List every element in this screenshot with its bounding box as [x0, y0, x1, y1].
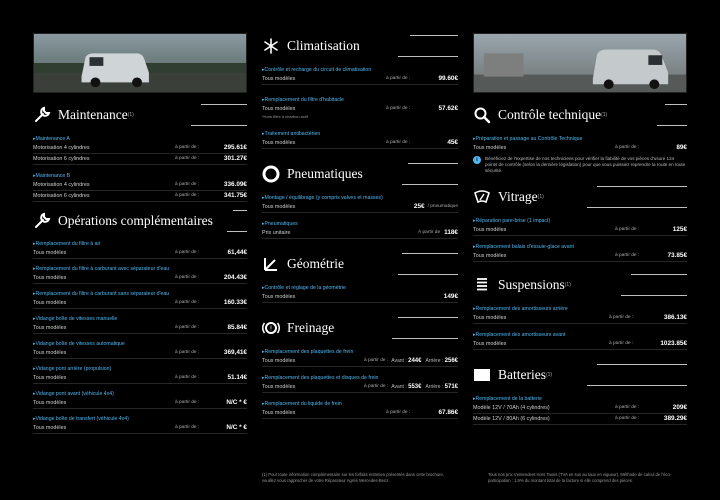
batteries-title: Batteries: [498, 367, 546, 382]
operation-item: ▸ Vidange boîte de transfert (véhicule 4x4) Tous modèles à partir de : N/C * €: [33, 415, 247, 434]
controle-info: i Bénéficiez de l'expertise de nos techniciens pour vérifier la fiabilité de vos pièces d'usure 124 points de contrôle (selon la dernière législation) pour que vous puissiez reprendre la route en toute sécurité.: [473, 156, 687, 174]
geo-item-0: ▸ Contrôle et réglage de la géométrie Tous modèles 149€: [262, 284, 458, 303]
batteries-header: Batteries (1): [473, 362, 687, 388]
list-item: Tous modèles à partir de : N/C * €: [33, 398, 247, 409]
freinage-header: [262, 315, 458, 341]
list-item: Motorisation 4 cylindres à partir de : 336.09€: [33, 180, 247, 191]
pneu-item-1: ▸ Pneumatiques Prix unitaire À partir de 118€: [262, 220, 458, 239]
freinage-title: Freinage: [287, 320, 335, 335]
vitrage-title: Vitrage: [498, 189, 538, 204]
operations-header: [33, 208, 247, 234]
brake-icon: [262, 319, 280, 337]
operation-item: ▸ Remplacement du filtre à air Tous modèles à partir de : 61,44€: [33, 240, 247, 259]
list-item: Tous modèles à partir de : 369,41€: [33, 348, 247, 359]
suspensions-title: Suspensions: [498, 277, 565, 292]
maintenance-b: ▸ Maintenance B Motorisation 4 cylindres à partir de : 336.09€ Motorisation 6 cylindres à partir de : 341.75€: [33, 172, 247, 202]
susp-item-1: ▸ Remplacement des amortisseurs avant Tous modèles à partir de : 1023.85€: [473, 331, 687, 350]
maintenance-header: Maintenance (1): [33, 102, 247, 128]
suspension-icon: [473, 276, 491, 294]
operation-item: ▸ Vidange boîte de vitesses automatique Tous modèles à partir de : 369,41€: [33, 340, 247, 359]
column-left: [33, 33, 247, 434]
vitrage-item-1: ▸ Remplacement balais d'essuie-glace avant Tous modèles à partir de : 73.85€: [473, 243, 687, 262]
frein-item-2: ▸ Remplacement du liquide de frein Tous modèles à partir de : 67.86€: [262, 400, 458, 419]
batterie-item: ▸ Remplacement de la batterie Modèle 12V / 70Ah (4 cylindres) à partir de : 209€ Modèle 12V / 80Ah (6 cylindres) à partir de : 389.29€: [473, 395, 687, 425]
vitrage-header: Vitrage (1): [473, 184, 687, 210]
pneu-item-0: ▸ Montage / équilibrage (y compris valves et masses) Tous modèles 25€ / pneumatique: [262, 194, 458, 213]
van-photo-right: [473, 33, 687, 93]
controle-item: ▸ Préparation et passage au Contrôle Technique Tous modèles à partir de : 89€ i Bénéficiez de l'expertise de nos techniciens pour vérifier la fiabilité de vos pièces d'usure 124 points de contrôle (selon la dernière législation) pour que vous puissiez reprendre la route en toute sécurité.: [473, 135, 687, 174]
battery-icon: [473, 366, 491, 384]
geometrie-title: Géométrie: [287, 256, 344, 271]
list-item: Tous modèles à partir de : N/C * €: [33, 423, 247, 434]
inspection-search-icon: [473, 106, 491, 124]
operation-item: ▸ Vidange pont avant (véhicule 4x4) Tous modèles à partir de : N/C * €: [33, 390, 247, 409]
list-item: Tous modèles à partir de : 61,44€: [33, 248, 247, 259]
list-item: Tous modèles à partir de : 85.84€: [33, 323, 247, 334]
list-item: Tous modèles à partir de : 160.33€: [33, 298, 247, 309]
susp-item-0: ▸ Remplacement des amortisseurs arrière Tous modèles à partir de : 386.13€: [473, 305, 687, 324]
list-item: Tous modèles à partir de : 204.43€: [33, 273, 247, 284]
operation-item: ▸ Vidange boîte de vitesses manuelle Tous modèles à partir de : 85.84€: [33, 315, 247, 334]
column-middle: [262, 33, 458, 419]
maintenance-a: ▸ Maintenance A Motorisation 4 cylindres à partir de : 295.61€ Motorisation 6 cylindres à partir de : 301.27€: [33, 135, 247, 165]
operations-title: Opérations complémentaires: [58, 213, 213, 228]
wrench-icon: [33, 106, 51, 124]
frein-item-0: ▸ Remplacement des plaquettes de frein Tous modèles à partir de : Avant : 244€ Arrière : 256€: [262, 348, 458, 367]
geometry-icon: [262, 255, 280, 273]
pneumatiques-header: [262, 161, 458, 187]
suspensions-header: Suspensions (1): [473, 272, 687, 298]
operation-item: ▸ Vidange pont arrière (propulsion) Tous modèles à partir de : 51.14€: [33, 365, 247, 384]
controle-title: Contrôle technique: [498, 107, 602, 122]
footnote-middle: (1) Pour toute information complémentaire sur les forfaits entretien présentés dans cette brochure, veuillez vous rapprocher de votre Réparateur Agréé Mercedes-Benz.: [262, 472, 445, 483]
list-item: Motorisation 6 cylindres à partir de : 301.27€: [33, 154, 247, 165]
climatisation-title: Climatisation: [287, 38, 360, 53]
maintenance-title: Maintenance: [58, 107, 128, 122]
operation-item: ▸ Remplacement du filtre à carburant sans séparateur d'eau Tous modèles à partir de : 160.33€: [33, 290, 247, 309]
clim-item-1: ▸ Remplacement du filtre d'habitacle Tous modèles à partir de : 57.62€ *Hors filtre à charbon actif: [262, 96, 458, 120]
van-photo-left: [33, 33, 247, 93]
tire-icon: [262, 165, 280, 183]
footnote-right: Tous nos prix s'entendent Hors Taxes (TVA en sus au taux en vigueur). Méthode de calcul de l'éco-participation : 1.9% du montant total de la facture si elle comprend des pièces.: [488, 472, 672, 483]
climatisation-header: [262, 33, 458, 59]
svg-text:!: !: [270, 325, 272, 333]
column-right: [473, 33, 687, 425]
list-item: Motorisation 6 cylindres à partir de : 341.75€: [33, 191, 247, 202]
clim-item-2: ▸ Traitement antibactérien Tous modèles à partir de : 45€: [262, 130, 458, 149]
pneumatiques-title: Pneumatiques: [287, 166, 363, 181]
list-item: Motorisation 4 cylindres à partir de : 295.61€: [33, 143, 247, 154]
vitrage-item-0: ▸ Réparation pare-brise (1 impact) Tous modèles à partir de : 125€: [473, 217, 687, 236]
frein-item-1: ▸ Remplacement des plaquettes et disques de frein Tous modèles à partir de : Avant : 553€ Arrière : 571€: [262, 374, 458, 393]
windshield-icon: [473, 188, 491, 206]
operation-item: ▸ Remplacement du filtre à carburant avec séparateur d'eau Tous modèles à partir de : 204.43€: [33, 265, 247, 284]
info-icon: i: [473, 156, 481, 164]
geometrie-header: [262, 251, 458, 277]
clim-item-0: ▸ Contrôle et recharge du circuit de climatisation Tous modèles à partir de : 99.60€: [262, 66, 458, 85]
controle-header: Contrôle technique (1): [473, 102, 687, 128]
wrench-icon: [33, 212, 51, 230]
list-item: Tous modèles à partir de : 51.14€: [33, 373, 247, 384]
snowflake-icon: [262, 37, 280, 55]
